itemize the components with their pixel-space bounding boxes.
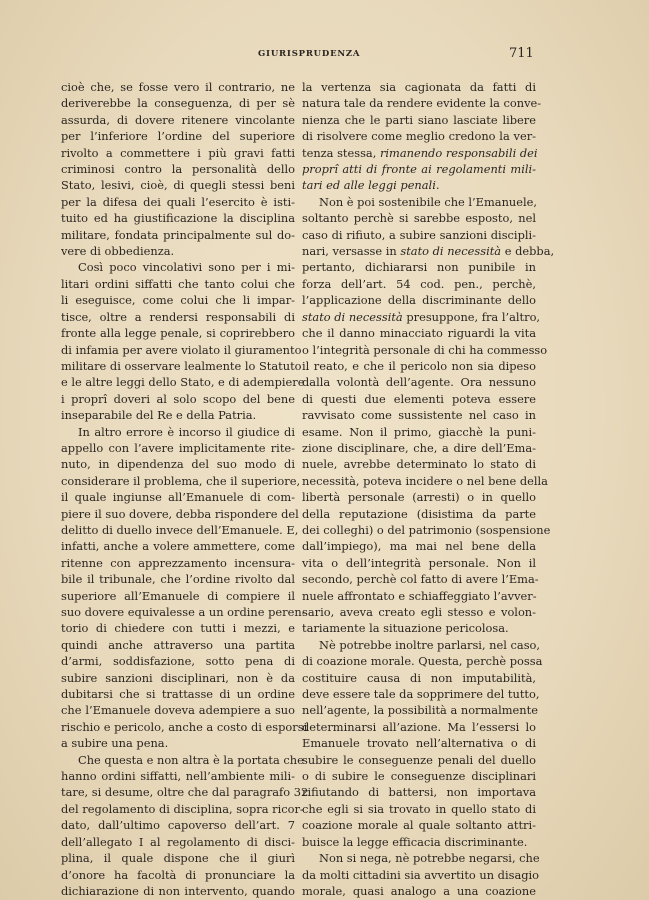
text-line: dubitarsi che si trattasse di un ordine bbox=[61, 687, 295, 702]
text-line: della reputazione (disistima da parte bbox=[302, 506, 536, 521]
text-line: deve essere tale da sopprimere del tutto, bbox=[302, 687, 540, 702]
text-line: militare di osservare lealmente lo Statuto bbox=[61, 358, 302, 373]
text-line: hanno ordini siffatti, nell’ambiente mili- bbox=[61, 769, 295, 784]
text-line: secondo, perchè col fatto di avere l’Ema- bbox=[302, 572, 539, 587]
text-line: libertà personale (arresti) o in quello bbox=[302, 490, 536, 505]
text-line: considerare il problema, che il superiore, bbox=[61, 473, 301, 488]
text-line bbox=[302, 145, 536, 161]
text-line: che egli si sia trovato in quello stato di bbox=[302, 801, 536, 816]
text-line: tisce, oltre a rendersi responsabili di bbox=[61, 309, 295, 324]
text-line: esame. Non il primo, giacchè la puni- bbox=[302, 424, 536, 439]
text-column-left bbox=[61, 79, 309, 899]
text-line: d’armi, soddisfazione, sotto pena di bbox=[61, 654, 295, 669]
text-line: buisce la legge efficacia discriminante. bbox=[302, 834, 528, 849]
text-line: morale, quasi analogo a una coazione bbox=[302, 883, 536, 898]
text-line: di coazione morale. Questa, perchè possa bbox=[302, 654, 543, 669]
text-line: deriverebbe la conseguenza, di per sè bbox=[61, 96, 295, 111]
paragraph bbox=[61, 424, 308, 752]
text-line: a subire una pena. bbox=[61, 736, 169, 751]
text-line: pertanto, dichiararsi non punibile in bbox=[302, 260, 536, 275]
text-line: litari ordini siffatti che tanto colui che bbox=[61, 276, 295, 291]
italic-phrase: tari ed alle leggi penali bbox=[302, 178, 436, 193]
paragraph bbox=[61, 79, 295, 259]
text-line: natura tale da rendere evidente la conve- bbox=[302, 96, 542, 111]
text-line: dalla volontà dell’agente. Ora nessuno bbox=[302, 375, 536, 390]
running-head: GIURISPRUDENZA bbox=[258, 49, 361, 59]
text-line: coazione morale al quale soltanto attri- bbox=[302, 818, 536, 833]
text-fragment: presuppone, fra l’altro, bbox=[402, 309, 541, 324]
text-line: suo dovere equivalesse a un ordine peren- bbox=[61, 605, 306, 619]
page-number: 711 bbox=[509, 46, 534, 61]
text-line: di infamia per avere violato il giuramento bbox=[61, 342, 302, 357]
text-line: sario, aveva creato egli stesso e volon- bbox=[302, 605, 536, 619]
text-line bbox=[302, 309, 541, 325]
text-line: di questi due elementi poteva essere bbox=[302, 391, 536, 406]
text-line bbox=[302, 243, 555, 259]
text-line: inseparabile del Re e della Patria. bbox=[61, 408, 257, 423]
text-line: nuele, avrebbe determinato lo stato di bbox=[302, 457, 536, 472]
text-line: caso di rifiuto, a subire sanzioni discipli- bbox=[302, 227, 536, 242]
text-line: li eseguisce, come colui che li impar- bbox=[61, 293, 295, 308]
text-line: Così poco vincolativi sono per i mi- bbox=[78, 260, 295, 275]
text-line: o di subire le conseguenze disciplinari bbox=[302, 769, 536, 784]
text-line: l’applicazione della discriminante dello bbox=[302, 293, 536, 308]
text-line: In altro errore è incorso il giudice di bbox=[78, 424, 295, 439]
text-fragment: . bbox=[435, 178, 440, 193]
text-line: rifiutando di battersi, non importava bbox=[302, 785, 536, 800]
italic-phrase: stato di necessità bbox=[400, 244, 502, 259]
text-line: appello con l’avere implicitamente rite- bbox=[61, 440, 295, 455]
text-line: dell’allegato I al regolamento di disci- bbox=[61, 834, 295, 849]
text-line: nuele affrontato e schiaffeggiato l’avver- bbox=[302, 588, 537, 603]
text-line: assurda, di dovere ritenere vincolante bbox=[61, 112, 295, 127]
italic-phrase: rimanendo responsabili dei bbox=[379, 145, 538, 160]
text-line: la vertenza sia cagionata da fatti di bbox=[302, 80, 536, 94]
text-line: criminosi contro la personalità dello bbox=[61, 162, 295, 177]
paragraph bbox=[61, 752, 309, 900]
text-line: i proprî doveri al solo scopo del bene bbox=[61, 391, 295, 406]
text-line: il reato, e che il pericolo non sia dipeso bbox=[302, 358, 536, 373]
text-line: nell’agente, la possibilità a normalmente bbox=[302, 703, 538, 718]
text-line: quindi anche attraverso una partita bbox=[61, 637, 295, 652]
paragraph bbox=[302, 79, 542, 194]
text-line: per l’inferiore l’ordine del superiore bbox=[61, 129, 295, 144]
paragraph bbox=[302, 637, 543, 850]
text-line: che il danno minacciato riguardi la vita bbox=[302, 326, 536, 341]
text-line: cioè che, se fosse vero il contrario, ne bbox=[61, 80, 295, 94]
text-line: o l’integrità personale di chi ha commesso bbox=[302, 342, 548, 357]
text-line: bile il tribunale, che l’ordine rivolto dal bbox=[61, 572, 295, 587]
text-line: superiore all’Emanuele di compiere il bbox=[61, 588, 295, 603]
text-line bbox=[302, 161, 536, 177]
text-line: subire le conseguenze penali del duello bbox=[302, 752, 536, 767]
text-line: Non si nega, nè potrebbe negarsi, che bbox=[319, 851, 540, 866]
text-line: tariamente la situazione pericolosa. bbox=[302, 621, 509, 636]
text-line: ravvisato come sussistente nel caso in bbox=[302, 408, 536, 423]
text-fragment: nari, versasse in bbox=[302, 244, 401, 259]
text-line: il quale ingiunse all’Emanuele di com- bbox=[61, 490, 295, 505]
text-line: plina, il quale dispone che il giurì bbox=[61, 851, 295, 866]
text-line: d’onore ha facoltà di pronunciare la bbox=[61, 867, 295, 882]
text-line: subire sanzioni disciplinari, non è da bbox=[61, 670, 295, 685]
text-line: per la difesa dei quali l’esercito è isti- bbox=[61, 194, 295, 209]
text-line: costituire causa di non imputabilità, bbox=[302, 670, 536, 685]
text-line: forza dell’art. 54 cod. pen., perchè, bbox=[302, 276, 536, 291]
page-header bbox=[0, 46, 649, 66]
text-line: militare, fondata principalmente sul do- bbox=[61, 227, 295, 242]
text-line: di risolvere come meglio credono la ver- bbox=[302, 129, 536, 144]
text-line: tare, si desume, oltre che dal paragrafo 32 bbox=[61, 785, 309, 800]
italic-phrase: stato di necessità bbox=[302, 309, 403, 324]
text-line: ritenne con apprezzamento incensura- bbox=[61, 555, 295, 570]
text-line: dichiarazione di non intervento, quando bbox=[61, 883, 295, 898]
text-fragment: tenza stessa, bbox=[302, 145, 380, 160]
text-line: zione disciplinare, che, a dire dell’Ema- bbox=[302, 440, 536, 455]
text-line: delitto di duello invece dell’Emanuele. E, bbox=[61, 522, 299, 537]
italic-phrase: proprî atti di fronte ai regolamenti mili- bbox=[302, 162, 536, 177]
text-line: fronte alla legge penale, si coprirebbero bbox=[61, 326, 295, 341]
text-line bbox=[302, 177, 536, 193]
text-line: vita o dell’integrità personale. Non il bbox=[302, 555, 536, 570]
text-line: vere di obbedienza. bbox=[61, 244, 175, 259]
text-line: Stato, lesivi, cioè, di quegli stessi beni bbox=[61, 178, 295, 193]
text-line: che l’Emanuele doveva adempiere a suo bbox=[61, 703, 295, 718]
text-line: tuito ed ha giustificazione la disciplina bbox=[61, 211, 295, 226]
text-line: dall’impiego), ma mai nel bene della bbox=[302, 539, 536, 554]
paragraph bbox=[302, 194, 555, 637]
text-line: piere il suo dovere, debba rispondere del bbox=[61, 506, 299, 521]
paragraph bbox=[302, 850, 540, 899]
paragraph bbox=[61, 259, 305, 423]
text-line: infatti, anche a volere ammettere, come bbox=[61, 539, 295, 554]
text-line: e le altre leggi dello Stato, e di adempiere bbox=[61, 375, 305, 390]
text-line: Nè potrebbe inoltre parlarsi, nel caso, bbox=[319, 637, 541, 652]
text-fragment: e debba, bbox=[501, 244, 555, 259]
text-line: rivolto a commettere i più gravi fatti bbox=[61, 145, 295, 160]
text-line: Non è poi sostenibile che l’Emanuele, bbox=[319, 194, 538, 209]
text-line: da molti cittadini sia avvertito un disagio bbox=[302, 867, 540, 882]
text-line: nuto, in dipendenza del suo modo di bbox=[61, 457, 295, 472]
text-line: nienza che le parti siano lasciate libere bbox=[302, 112, 536, 127]
text-line: Emanuele trovato nell’alternativa o di bbox=[302, 736, 536, 751]
text-line: dei colleghi) o del patrimonio (sospensione bbox=[302, 522, 551, 537]
text-line: del regolamento di disciplina, sopra ricor- bbox=[61, 801, 304, 816]
text-column-right bbox=[302, 79, 555, 899]
text-line: dato, dall’ultimo capoverso dell’art. 7 bbox=[61, 818, 295, 833]
text-line: determinarsi all’azione. Ma l’essersi lo bbox=[302, 719, 536, 734]
text-line: torio di chiedere con tutti i mezzi, e bbox=[61, 621, 295, 636]
text-line: Che questa e non altra è la portata che bbox=[78, 752, 304, 767]
text-line: rischio e pericolo, anche a costo di esporsi bbox=[61, 719, 308, 734]
text-line: soltanto perchè si sarebbe esposto, nel bbox=[302, 211, 536, 226]
text-line: necessità, poteva incidere o nel bene della bbox=[302, 473, 548, 488]
